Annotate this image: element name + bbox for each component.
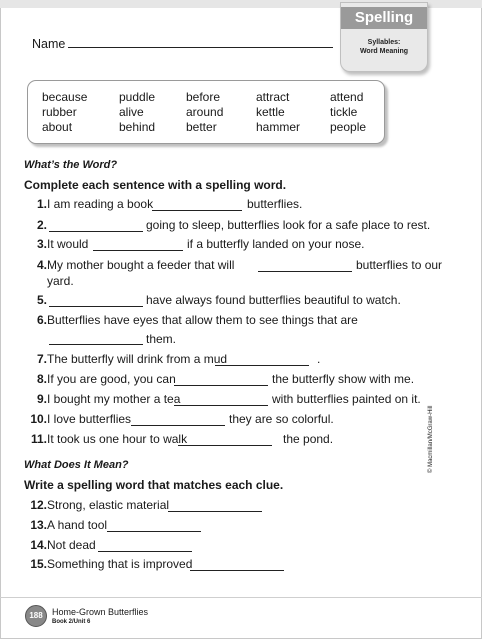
word-bank: [27, 80, 385, 144]
question-number: 10.: [30, 412, 47, 426]
name-field[interactable]: [68, 47, 333, 48]
word: around: [186, 105, 224, 119]
question-text: Not dead: [47, 538, 96, 552]
answer-blank[interactable]: [215, 364, 309, 366]
question-number: 4.: [36, 258, 47, 272]
question-text: butterflies to our: [356, 258, 443, 272]
answer-blank[interactable]: [152, 209, 242, 211]
question-text: .: [317, 352, 321, 366]
name-label: Name: [32, 37, 66, 51]
question-number: 5.: [36, 293, 47, 307]
word: attract: [256, 90, 290, 104]
question-text: butterflies.: [247, 197, 303, 211]
question-text: them.: [146, 332, 177, 346]
word: hammer: [256, 120, 301, 134]
question-number: 11.: [30, 432, 47, 446]
tab-sub-line2: Word Meaning: [359, 48, 409, 55]
word: rubber: [42, 105, 77, 119]
word: behind: [119, 120, 156, 134]
section-instruction: Complete each sentence with a spelling word.: [24, 178, 287, 192]
question-text: have always found butterflies beautiful to watch.: [146, 293, 401, 307]
answer-blank[interactable]: [174, 384, 268, 386]
section-title: What Does It Mean?: [24, 459, 129, 471]
footer-subtitle: Book 2/Unit 6: [52, 619, 91, 625]
question-text: A hand tool: [47, 518, 108, 532]
section-instruction: Write a spelling word that matches each clue.: [24, 478, 284, 492]
word: tickle: [330, 105, 358, 119]
question-text: I love butterflies: [47, 412, 132, 426]
answer-blank[interactable]: [107, 530, 201, 532]
question-number: 7.: [36, 352, 47, 366]
word: attend: [330, 90, 364, 104]
question-text: I am reading a book: [47, 197, 154, 211]
answer-blank[interactable]: [131, 424, 225, 426]
word: puddle: [119, 90, 156, 104]
copyright-notice: © Macmillan/McGraw-Hill: [428, 405, 434, 473]
spelling-tab: [340, 2, 428, 72]
answer-blank[interactable]: [178, 444, 272, 446]
question-text: It would: [47, 237, 89, 251]
answer-blank[interactable]: [93, 249, 183, 251]
question-text: if a butterfly landed on your nose.: [187, 237, 365, 251]
question-text: Strong, elastic material: [47, 498, 170, 512]
answer-blank[interactable]: [258, 270, 352, 272]
question-number: 12.: [30, 498, 47, 512]
section-title: What’s the Word?: [24, 159, 118, 171]
word: before: [186, 90, 221, 104]
spelling-tab-title: Spelling: [341, 7, 427, 29]
answer-blank[interactable]: [49, 343, 143, 345]
answer-blank[interactable]: [190, 569, 284, 571]
footer-divider: [0, 597, 482, 598]
question-text: they are so colorful.: [229, 412, 334, 426]
answer-blank[interactable]: [49, 305, 143, 307]
word: people: [330, 120, 367, 134]
question-text: going to sleep, butterflies look for a safe place to rest.: [146, 218, 431, 232]
page-number: 188: [25, 605, 47, 627]
answer-blank[interactable]: [49, 230, 143, 232]
question-number: 1.: [36, 197, 47, 211]
word: alive: [119, 105, 144, 119]
answer-blank[interactable]: [174, 404, 268, 406]
word: better: [186, 120, 217, 134]
question-text: Something that is improved: [47, 557, 193, 571]
tab-sub-line1: Syllables:: [367, 39, 401, 46]
question-text: the pond.: [283, 432, 334, 446]
spelling-tab-subtitle: [341, 38, 427, 56]
question-number: 9.: [36, 392, 47, 406]
question-number: 15.: [30, 557, 47, 571]
question-number: 14.: [30, 538, 47, 552]
question-text: The butterfly will drink from a mud: [47, 352, 228, 366]
question-text: the butterfly show with me.: [272, 372, 415, 386]
footer-title: Home-Grown Butterflies: [52, 607, 149, 617]
answer-blank[interactable]: [98, 550, 192, 552]
question-text: If you are good, you can: [47, 372, 176, 386]
question-number: 8.: [36, 372, 47, 386]
answer-blank[interactable]: [168, 510, 262, 512]
question-number: 13.: [30, 518, 47, 532]
question-text: My mother bought a feeder that will: [47, 258, 235, 272]
word: kettle: [256, 105, 285, 119]
question-text: It took us one hour to walk: [47, 432, 188, 446]
question-number: 3.: [36, 237, 47, 251]
word: about: [42, 120, 73, 134]
question-text: with butterflies painted on it.: [272, 392, 421, 406]
question-number: 6.: [36, 313, 47, 327]
question-number: 2.: [36, 218, 47, 232]
word: because: [42, 90, 88, 104]
question-text: I bought my mother a tea: [47, 392, 181, 406]
question-text: Butterflies have eyes that allow them to see things that are: [47, 313, 358, 327]
question-text: yard.: [47, 274, 74, 288]
